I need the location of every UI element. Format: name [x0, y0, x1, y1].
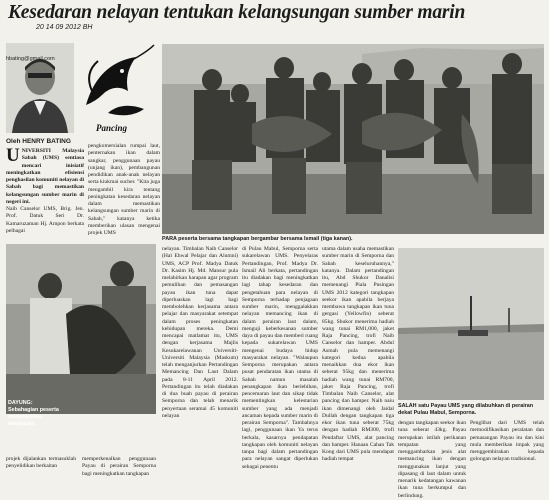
- column-g-text: Penglibat dari UMS telah memodifikasikan peralatan dan pemasangan Payau itu dan kini mula memberikan impak yang menggembirakan kepada golongan nelayan tradisional.: [470, 420, 544, 463]
- column-f-text: dengan tangkapan seekor ikan tuna seberat 43kg. Payau merupakan istilah perikanan tempatan yang menggambarkan jenis alat memancing ikan dengan menggunakan lanjut yang dipasang di laut dalam untuk menarik kedatangan kawanan ikan tuna berkumpul dan berlindung.: [398, 420, 466, 499]
- column-d-text: di Pulau Mabul, Semporna serta sukarelawan UMS. Penyelaras Pertandingan, Prof. Madya Dr. Ismail Ali berkata, pertandingan itu diadakan bagi meningkatkan lagi tahap kesedaran dan pengetahuan para nelayan di Semporna terhadap penjagaan sumber marin, menggalakkan nelayan memancing ikan di dalam perairan laut dalam, menguji keberkesanan sumber daya di payau dan memberi ruang kepada sukarelawan UMS mengenai budaya hidup masyarakat nelayan. "Walaupun Semporna merupakan antara pusat pendaratan ikan utama di Sabah namun masalah penangkapan ikan berlebihan, pencemaran laut dan sikap tidak mementingkan kelestarian sumber yang ada menjadi ancaman kepada sumber marin di perairan Semporna". Tambahnya lagi, penggunaan ikan Ya terus berkala, kasarnya pendapatan tangkapan oleh komuniti nelayan tanpa bagi dalam pertandingan para nelayan sangat diperlukan sebagai penentu: [242, 246, 318, 470]
- caption-left: DAYUNG: Sebahagian peserta menunjukkan tangkapan.: [8, 400, 59, 427]
- pancing-logo: [78, 43, 158, 135]
- column-c-text: nelayan. Timbalan Naib Canselor (Hal Ehwal Pelajar dan Alumni) UMS, ACP Prof. Madya Datuk Dr. Kasim Hj. Md. Mansur pula melahirkan harapan agar program pemulihan dan pemasangan payau ikan tuna dapat diperluaskan lagi bagi membolehkan kerjasama antara pelajar dan masyarakat setempat dalam proses peningkatan kehidupan mereka. Demi mencapai matlamat itu, UMS dengan kerjasama Majlis Kesukarelawanan Universiti-Universiti Malaysia (Maskum) telah menganjurkan Pertandingan Memancing Dan Laut Dalam pada 8-11 April 2012. Pertandingan itu telah diadakan di dua buah payau di perairan Semporna dan telah menarik penyertaan seramai 45 komuniti nelayan: [162, 246, 238, 419]
- pancing-label: Pancing: [96, 123, 128, 133]
- column-b-text: memperkenalkan penggunaan Payau di perairan Semporna bagi meningkatkan tangkapan: [82, 456, 156, 477]
- fishing-photo: [6, 244, 156, 414]
- dropcap: U: [6, 145, 20, 166]
- caption-main: PARA peserta bersama tangkapan bergambar bersama Ismail (tiga kanan).: [162, 236, 353, 242]
- column-2-text: pengkomersialan rumpai laut, penternakan ikan dalam sangkar, penggunaan payau (unjang ikan), pembangunan pendidikan anak-anak nelayan serta kiukmai sucher. "Kita juga mengambil kira tentang peningkatan kesedaran nelayan dalam memastikan kelangsungan sumber marin di Sabah," katanya ketika memberikan ulasan mengenai projek UMS: [88, 143, 160, 236]
- lead-body: Naib Canselor UMS, Brig. Jen. Prof. Datuk Seri Dr. Kamaruzaman Hj. Ampon berkata pelbagai: [6, 206, 84, 234]
- byline: Oleh HENRY BATING: [6, 138, 71, 145]
- article-column-c: [162, 246, 238, 480]
- headline: Kesedaran nelayan tentukan kelangsungan sumber marin: [8, 2, 466, 23]
- article-column-d: [242, 246, 318, 480]
- lead-paragraph: [6, 145, 84, 238]
- article-column-a: [6, 456, 76, 480]
- group-photo: [162, 44, 544, 234]
- column-e-text: utama dalam usaha memastikan sumber marin di Semporna dan Sabah keseluruhannya," katanya. Dalam pertandingan itu, Abd Shukor Danalisi memenangi Piala Pusingan UMS 2012 kategori tangkapan seekor ikan apabila berjaya membawa tangkapan ikan tuna gergasi (Yellowfin) seberat 85kg. Shukor menerima hadiah wang tunai RM1,000, jaket Raja Pancing, trofi Naib Canselor dan hamper. Abdul Asmah pula memenangi kategori kedua apabila menaikkan dua ekor ikan seberat 95kg dan menerima hadiah wang tunai RM700, jaket Raja Pancing, trofi Timbalan Naib Canselor, alat pancing dan hamper. Naib naiu ikan dimenangi oleh Jaidal Dullah dengan tangkapan tiga ekor ikan tuna seberat 75kg dengan hadiah RM300, trofi Pendaftar UMS, alat pancing dan hamper. Hanaan Cahan Tak Kong dari UMS pula mendapat hadiah tempat: [322, 246, 394, 463]
- article-column-2: [88, 143, 160, 238]
- column-a-text: projek dijalankan termasuklah penyelidikan berkaitan: [6, 456, 76, 470]
- payau-photo: [398, 248, 544, 400]
- article-column-b: [82, 456, 156, 480]
- author-email: hbating@gmail.com: [6, 56, 55, 62]
- caption-right: SALAH satu Payau UMS yang dilabuhkan di perairan dekat Pulau Mabul, Semporna.: [398, 403, 534, 416]
- article-column-g: [470, 420, 544, 480]
- article-column-e: [322, 246, 394, 480]
- dateline: 20 14 09 2012 BH: [36, 24, 93, 31]
- lead-bold-text: NIVERSITI Malaysia Sabah (UMS) sentiasa mencari inisiatif meningkatkan efisiensi penghasilan komuniti nelayan di Sabah bagi memastikan kelangsungan sumber marin di negeri ini.: [6, 148, 84, 205]
- article-column-f: [398, 420, 466, 499]
